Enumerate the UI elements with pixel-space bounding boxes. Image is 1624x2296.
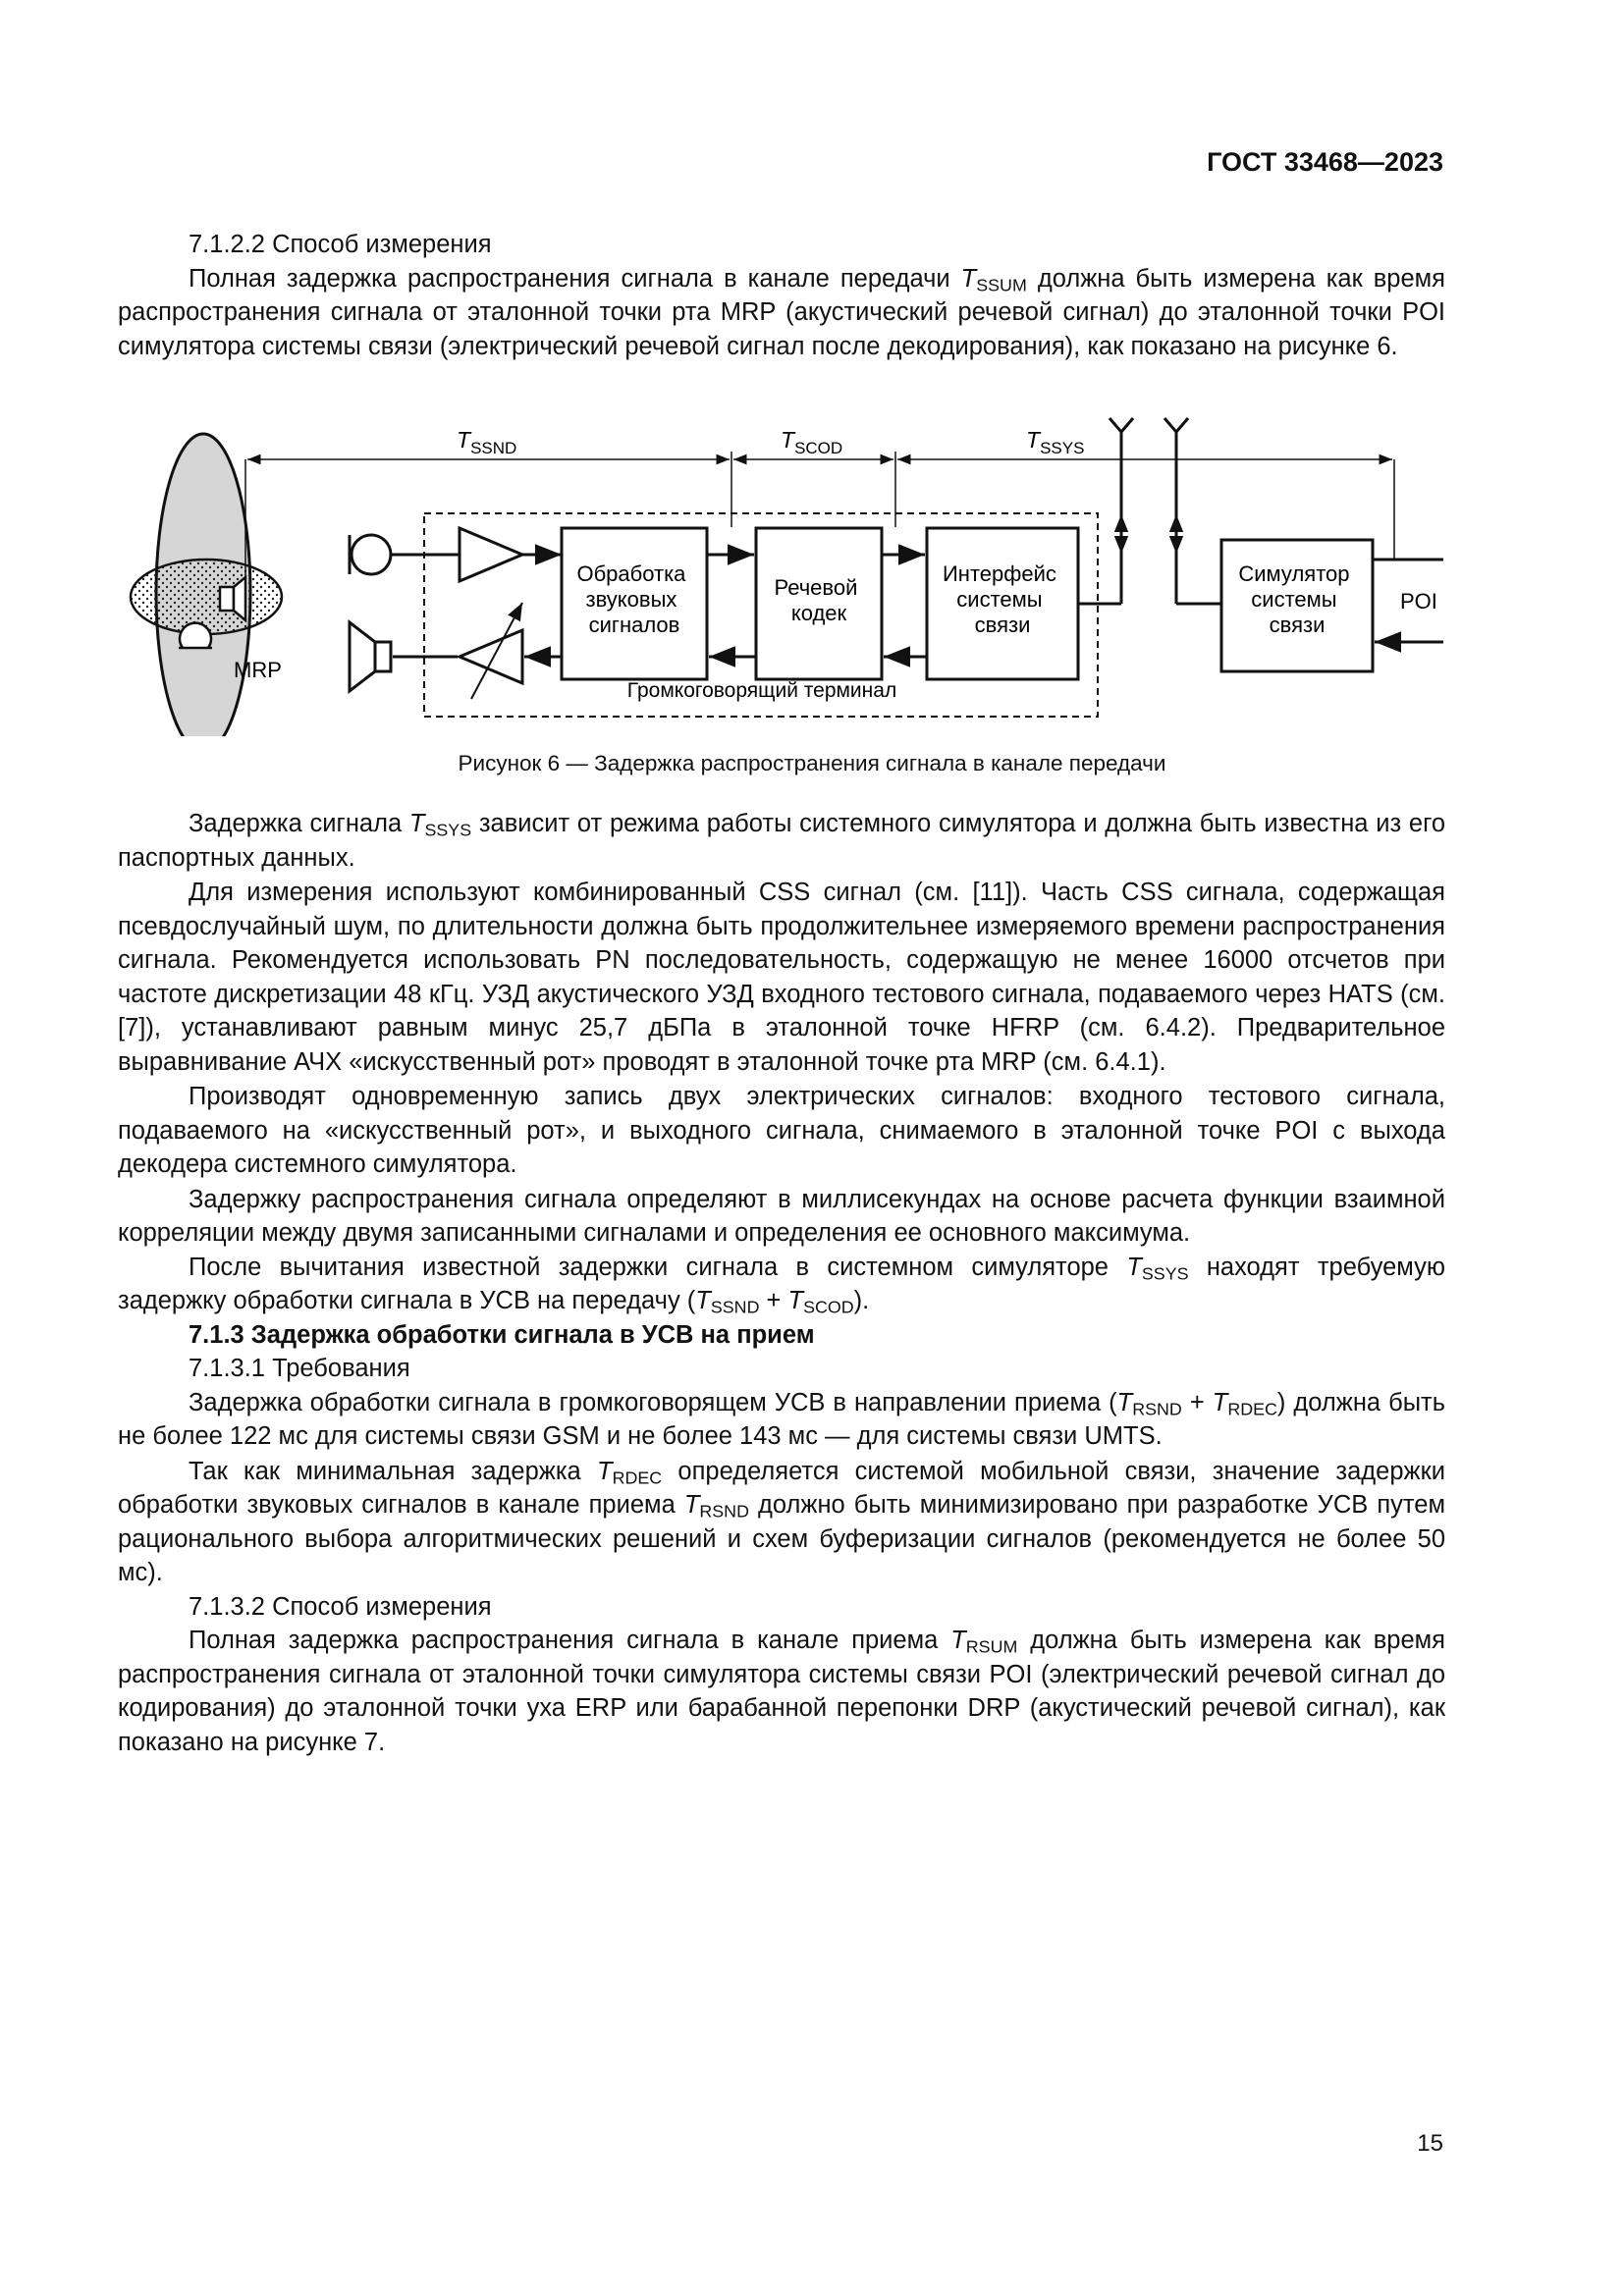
amplifier-icon [460,528,562,581]
paragraph-minimal-delay: Так как минимальная задержка $T_{RDEC}$ определяется системой мобильной связи, значение задержки обработки звуковых сигналов в канале приема $T_{RSND}$ должно быть минимизировано при разработке УСВ путем рационального выбора алгоритмических решений и схем буферизации сигналов (рекомендуется не более 50 мс). [118,1457,1445,1586]
antenna-icon [1164,418,1221,604]
figure-6-diagram [118,412,1445,736]
page-number: 15 [1417,2130,1443,2157]
body-text [118,807,1445,1759]
terminal-label: Громкоговорящий терминал [626,679,897,702]
heading-7-1-3-2: 7.1.3.2 Способ измерения [189,1592,492,1621]
paragraph-subtraction: После вычитания известной задержки сигнала в системном симуляторе $T_{SSYS}$ находят требуемую задержку обработки сигнала в УСВ на передачу $(T_{SSND} + T_{SCOD})$. [118,1253,1445,1317]
block-system-simulator-label: Симулятор системы связи [1238,561,1350,637]
loudspeaker-icon [350,622,458,691]
paragraph-ssys: Задержка сигнала $T_{SSYS}$ зависит от режима работы системного симулятора и должна быть известна из его паспортных данных. [118,810,1446,872]
label-t-ssnd: $T_{SSND}$ [457,427,517,457]
paragraph-requirements: Задержка обработки сигнала в громкоговорящем УСВ в направлении приема $(T_{RSND} + T_{RDEC})$ должна быть не более 122 мс для системы связи GSM и не более 143 мс — для системы связи UMTS. [118,1388,1445,1450]
variable-amplifier-icon [460,603,562,699]
section-7-1-2-2 [118,228,1445,363]
heading-7-1-3-1: 7.1.3.1 Требования [189,1355,410,1382]
block-comm-interface-label: Интерфейс системы связи [942,561,1056,637]
microphone-icon [350,535,460,574]
mrp-label: MRP [234,658,282,682]
paragraph-correlation: Задержку распространения сигнала определяют в миллисекундах на основе расчета функции взаимной корреляции между двумя записанными сигналами и определения ее основного максимума. [118,1185,1445,1247]
heading-7-1-2-2: 7.1.2.2 Способ измерения [189,231,492,258]
label-t-scod: $T_{SCOD}$ [781,427,843,457]
paragraph-css-signal: Для измерения используют комбинированный CSS сигнал (см. [11]). Часть CSS сигнала, содержащая псевдослучайный шум, по длительности должна быть продолжительнее измеряемого времени распространения сигнала. Рекомендуется использовать PN последовательность, содержащую не менее 16000 отсчетов при частоте дискретизации 48 кГц. УЗД акустического УЗД входного тестового сигнала, подаваемого через HATS (см. [7]), устанавливают равным минус 25,7 дБПа в эталонной точке HFRP (см. 6.4.2). Предварительное выравнивание АЧХ «искусственный рот» проводят в эталонной точке рта MRP (см. 6.4.1). [118,879,1445,1076]
antenna-icon [1078,418,1133,604]
document-id: ГОСТ 33468—2023 [1207,147,1443,177]
paragraph-receive-measurement: Полная задержка распространения сигнала в канале приема $T_{RSUM}$ должна быть измерена как время распространения сигнала от эталонной точки симулятора системы связи POI (электрический речевой сигнал до кодирования) до эталонной точки уха ERP или барабанной перепонки DRP (акустический речевой сигнал), как показано на рисунке 7. [118,1627,1445,1756]
paragraph-measurement-method: Полная задержка распространения сигнала в канале передачи $T_{SSUM}$ должна быть измерена как время распространения сигнала от эталонной точки рта MRP (акустический речевой сигнал) до эталонной точки POI симулятора системы связи (электрический речевой сигнал после декодирования), как показано на рисунке 6. [118,264,1445,360]
block-audio-processing-label: Обработка звуковых сигналов [576,561,686,637]
hats-head-icon [131,434,282,736]
heading-7-1-3: 7.1.3 Задержка обработки сигнала в УСВ на прием [189,1320,815,1349]
figure-6-caption: Рисунок 6 — Задержка распространения сигнала в канале передачи [458,751,1166,775]
block-speech-codec-label: Речевой кодек [774,575,858,625]
label-t-ssys: $T_{SSYS}$ [1026,427,1085,457]
poi-label: POI [1400,589,1437,614]
paragraph-recording: Производят одновременную запись двух электрических сигналов: входного тестового сигнала, подаваемого на «искусственный рот», и выходного сигнала, снимаемого в эталонной точке POI с выхода декодера системного симулятора. [118,1083,1445,1178]
